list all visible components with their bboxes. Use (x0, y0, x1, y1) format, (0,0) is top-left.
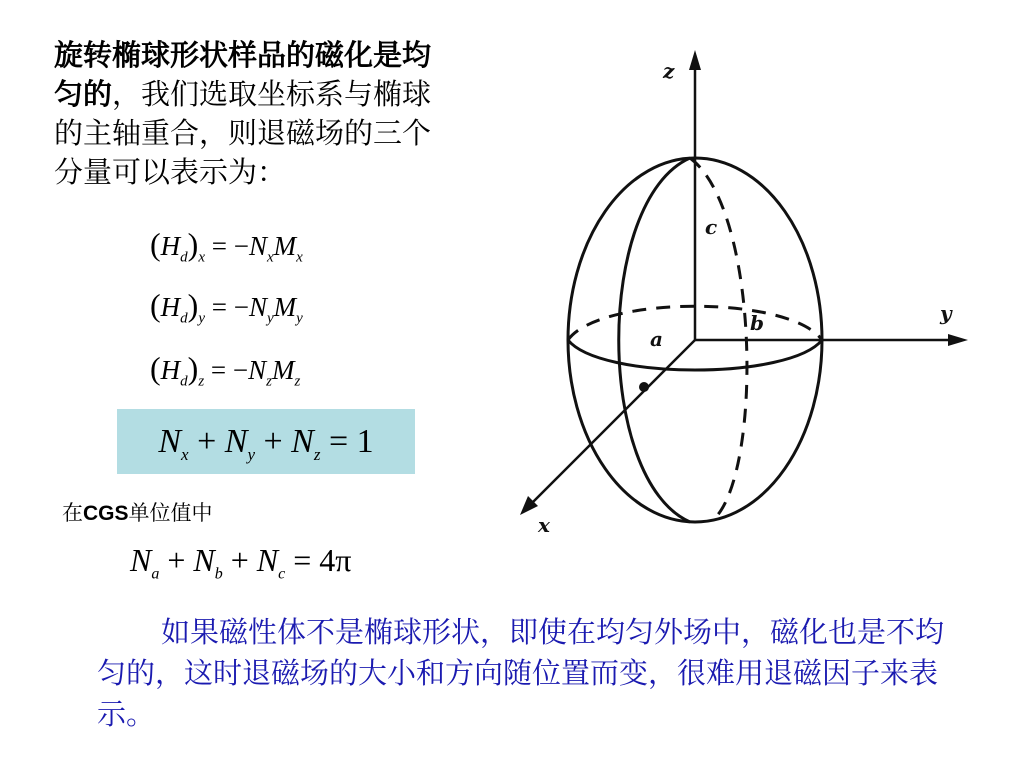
x-axis (525, 340, 695, 510)
semi-axis-c-label: c (705, 215, 718, 239)
equation-hdz: $(H_d)_z = -N_zM_z$ (150, 350, 301, 390)
demag-sum-equation: $N_x + N_y + N_z = 1$ (117, 409, 415, 474)
semi-axis-b-label: b (750, 311, 764, 335)
z-axis-label: z (663, 59, 675, 83)
y-arrowhead (948, 334, 968, 346)
equator-front (568, 340, 822, 370)
cgs-label: 在CGS单位值中 (62, 501, 213, 525)
equation-hdy: $(H_d)_y = -N_yM_y$ (150, 287, 303, 327)
ellipsoid-diagram (500, 40, 980, 540)
x-axis-intersection-point (639, 382, 649, 392)
z-arrowhead (689, 50, 701, 70)
semi-axis-a-label: a (650, 327, 663, 351)
x-axis-label: x (538, 513, 550, 537)
intro-bold-text: 旋转椭球形状样品的磁化是均匀的 (54, 38, 432, 111)
y-axis-label: y (940, 301, 952, 325)
note-paragraph: 如果磁性体不是椭球形状，即使在均匀外场中，磁化也是不均匀的，这时退磁场的大小和方向随位置而变，很难用退磁因子来表示。 (97, 615, 945, 731)
meridian-back (690, 158, 747, 518)
intro-rest-text: ，我们选取坐标系与椭球的主轴重合，则退磁场的三个分量可以表示为： (54, 77, 432, 189)
intro-paragraph (54, 36, 438, 192)
cgs-sum-equation: $N_a + N_b + N_c = 4\pi$ (130, 542, 352, 583)
equation-hdx: $(H_d)_x = -N_xM_x$ (150, 226, 303, 266)
